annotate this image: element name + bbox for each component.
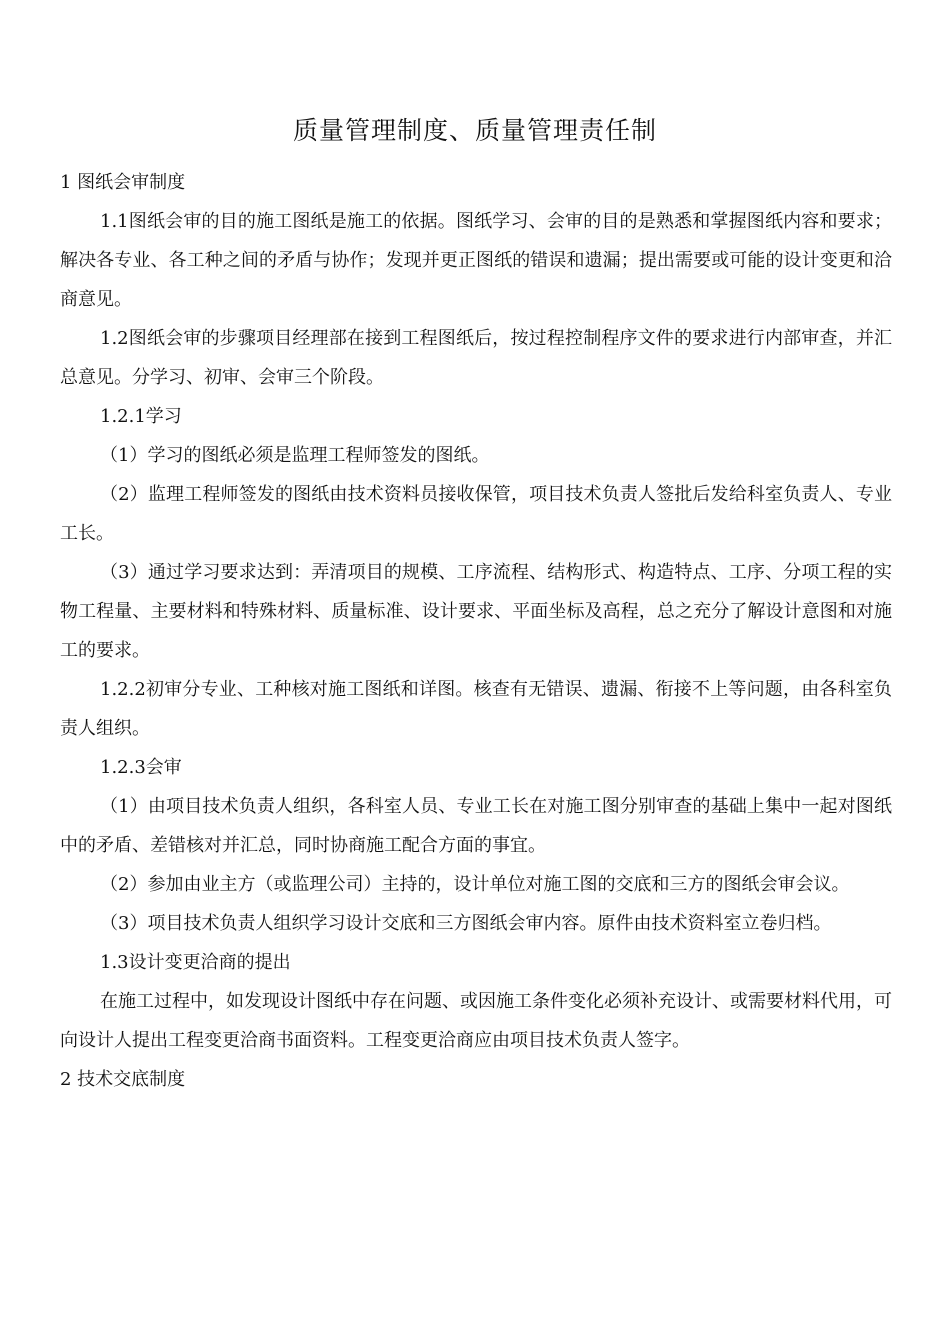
list-item: （1）学习的图纸必须是监理工程师签发的图纸。	[100, 445, 490, 466]
document-body	[60, 163, 892, 1099]
paragraph: 在施工过程中，如发现设计图纸中存在问题、或因施工条件变化必须补充设计、或需要材料代用，可向设计人提出工程变更洽商书面资料。工程变更洽商应由项目技术负责人签字。	[60, 991, 892, 1051]
paragraph: 1.1图纸会审的目的施工图纸是施工的依据。图纸学习、会审的目的是熟悉和掌握图纸内容和要求；解决各专业、各工种之间的矛盾与协作；发现并更正图纸的错误和遗漏；提出需要或可能的设计变更和洽商意见。	[60, 211, 892, 310]
section-heading: 1 图纸会审制度	[60, 172, 186, 193]
list-item: （3）通过学习要求达到：弄清项目的规模、工序流程、结构形式、构造特点、工序、分项工程的实物工程量、主要材料和特殊材料、质量标准、设计要求、平面坐标及高程，总之充分了解设计意图和对施工的要求。	[60, 562, 892, 661]
section-heading: 2 技术交底制度	[60, 1069, 186, 1090]
subsection-heading: 1.2.3会审	[100, 757, 182, 778]
paragraph: 1.2图纸会审的步骤项目经理部在接到工程图纸后，按过程控制程序文件的要求进行内部审查，并汇总意见。分学习、初审、会审三个阶段。	[60, 328, 892, 388]
paragraph: 1.2.2初审分专业、工种核对施工图纸和详图。核查有无错误、遗漏、衔接不上等问题，由各科室负责人组织。	[60, 679, 892, 739]
subsection-heading: 1.3设计变更洽商的提出	[100, 952, 291, 973]
list-item: （1）由项目技术负责人组织，各科室人员、专业工长在对施工图分别审查的基础上集中一起对图纸中的矛盾、差错核对并汇总，同时协商施工配合方面的事宜。	[60, 796, 892, 856]
list-item: （2）参加由业主方（或监理公司）主持的，设计单位对施工图的交底和三方的图纸会审会议。	[100, 874, 850, 895]
document-title: 质量管理制度、质量管理责任制	[292, 116, 657, 145]
list-item: （2）监理工程师签发的图纸由技术资料员接收保管，项目技术负责人签批后发给科室负责人、专业工长。	[60, 484, 892, 544]
list-item: （3）项目技术负责人组织学习设计交底和三方图纸会审内容。原件由技术资料室立卷归档。	[100, 913, 832, 934]
subsection-heading: 1.2.1学习	[100, 406, 182, 427]
